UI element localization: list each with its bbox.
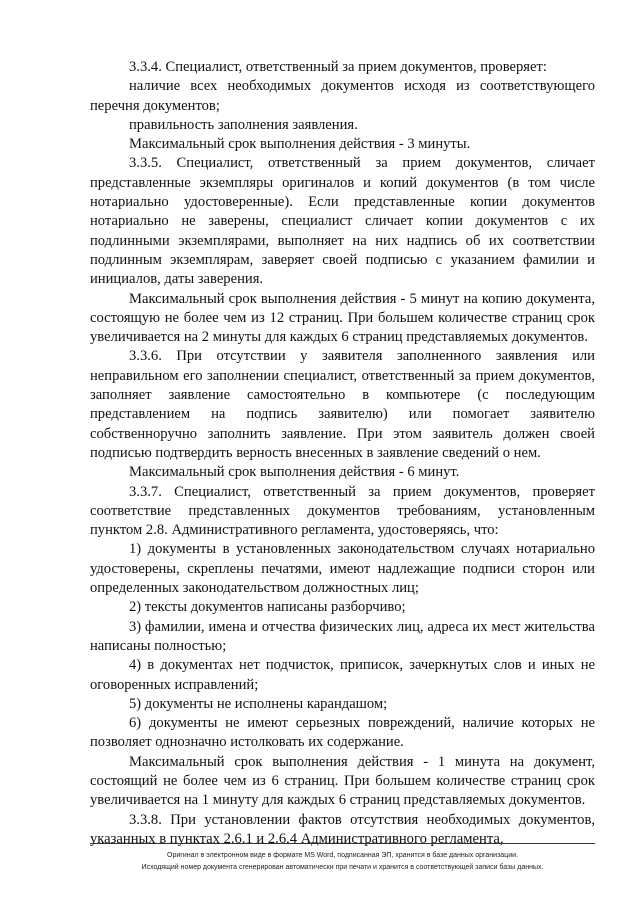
list-item: 6) документы не имеют серьезных повреждений, наличие которых не позволяет однозначно истолковать их содержание. <box>90 715 595 751</box>
footer-line-original: Оригинал в электронном виде в формате MS Word, подписанная ЭП, хранится в базе данных организации. <box>167 852 518 859</box>
paragraph-3-3-4: 3.3.4. Специалист, ответственный за прием документов, проверяет: <box>129 59 547 75</box>
footer <box>60 850 625 874</box>
paragraph: Максимальный срок выполнения действия - 5 минут на копию документа, состоящую не более чем из 12 страниц. При большем количестве страниц срок увеличивается на 2 минуты для каждых 6 страниц представляемых документов. <box>90 290 595 346</box>
paragraph-3-3-6: 3.3.6. При отсутствии у заявителя заполненного заявления или неправильном его заполнении специалист, ответственный за прием документов, заполняет заявление самостоятельно в компьютере (с последующим представлением на подпись заявителю) или помогает заявителю собственноручно заполнить заявление. При этом заявитель должен своей подписью подтвердить верность внесенных в заявление сведений о нем. <box>90 348 595 461</box>
paragraph-3-3-7: 3.3.7. Специалист, ответственный за прием документов, проверяет соответствие представленных документов требованиям, установленным пунктом 2.8. Административного регламента, удостоверяясь, что: <box>90 483 595 539</box>
paragraph-3-3-5: 3.3.5. Специалист, ответственный за прием документов, сличает представленные экземпляры оригиналов и копий документов (в том числе нотариально удостоверенные). Если представленные копии документов нотариально не заверены, специалист сличает копии документов с их подлинными экземплярами, выполняет на них надпись об их соответствии подлинным экземплярам, заверяет своей подписью с указанием фамилии и инициалов, даты заверения. <box>90 155 595 288</box>
footer-divider <box>90 843 595 844</box>
paragraph-3-3-8: 3.3.8. При установлении фактов отсутствия необходимых документов, указанных в пунктах 2.6.1 и 2.6.4 Административного регламента, <box>90 811 595 847</box>
paragraph: Максимальный срок выполнения действия - 6 минут. <box>129 464 460 481</box>
paragraph: Максимальный срок выполнения действия - 3 минуты. <box>129 136 471 153</box>
list-item: 3) фамилии, имена и отчества физических лиц, адреса их мест жительства написаны полностью; <box>90 618 595 654</box>
list-item: 5) документы не исполнены карандашом; <box>129 695 388 712</box>
list-item: 4) в документах нет подчисток, приписок, зачеркнутых слов и иных не оговоренных исправлений; <box>90 657 595 693</box>
document-body <box>90 58 595 849</box>
list-item: 2) тексты документов написаны разборчиво; <box>129 599 406 616</box>
paragraph: Максимальный срок выполнения действия - 1 минута на документ, состоящий не более чем из 6 страниц. При большем количестве страниц срок увеличивается на 1 минуту для каждых 6 страниц представляемых документов. <box>90 753 595 809</box>
footer-line-number: Исходящий номер документа сгенерирован автоматически при печати и хранится в соответствующей записи базы данных. <box>141 864 544 871</box>
paragraph: наличие всех необходимых документов исходя из соответствующего перечня документов; <box>90 78 595 114</box>
list-item: 1) документы в установленных законодательством случаях нотариально удостоверены, скреплены печатями, имеют надлежащие подписи сторон или определенных законодательством должностных лиц; <box>90 541 595 597</box>
paragraph: правильность заполнения заявления. <box>129 116 358 133</box>
